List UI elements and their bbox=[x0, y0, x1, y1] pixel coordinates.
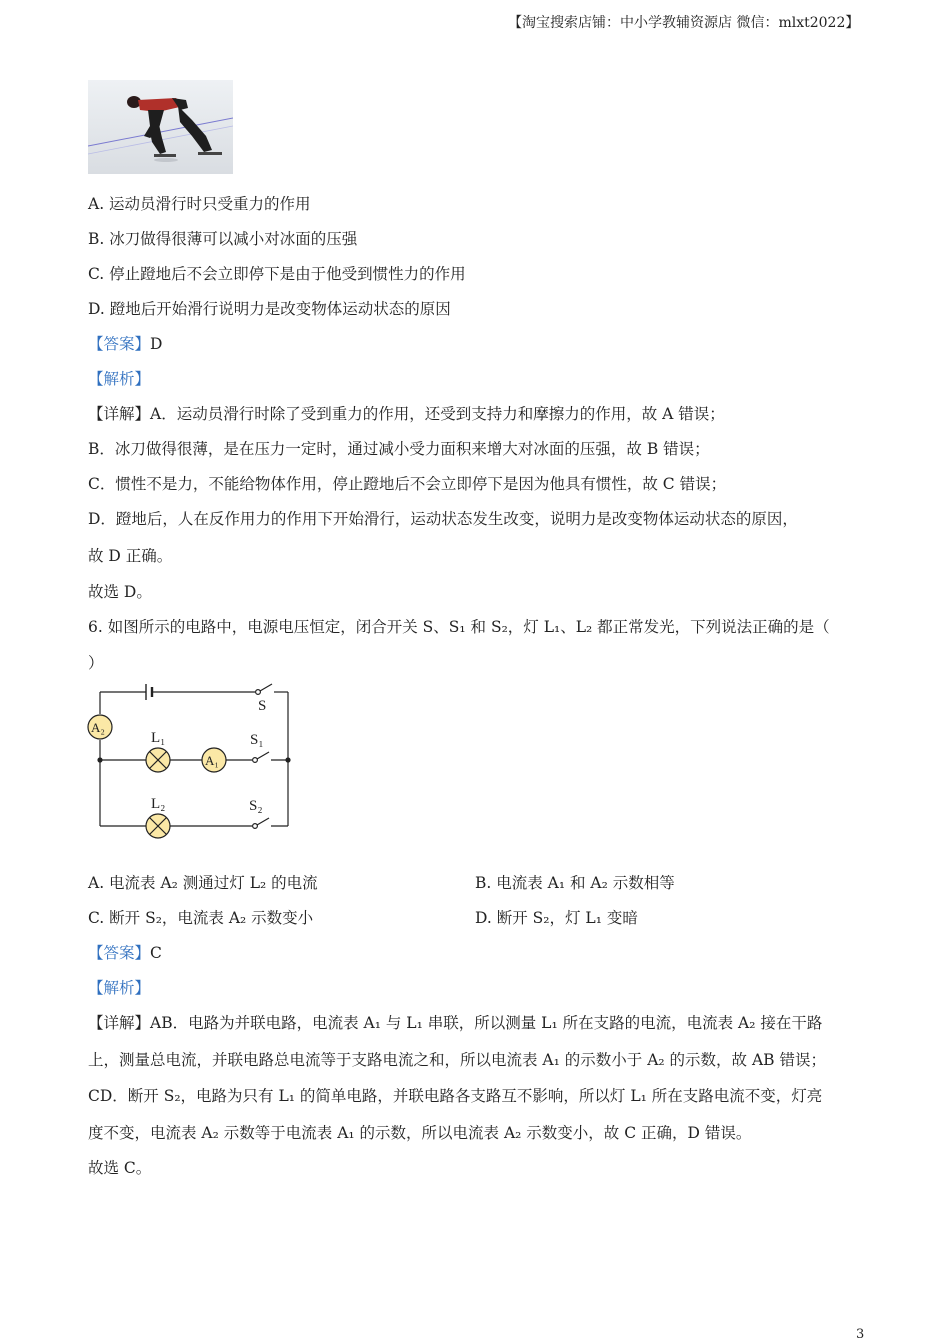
q6-stem-line1: 6. 如图所示的电路中，电源电压恒定，闭合开关 S、S₁ 和 S₂，灯 L₁、L₂ 都正常发光，下列说法正确的是（ bbox=[88, 618, 830, 636]
switch-s-label: S bbox=[258, 698, 267, 714]
ammeter-a2-label: A₂ bbox=[91, 720, 105, 735]
q5-answer-line bbox=[88, 332, 162, 354]
answer-label: 【答案】 bbox=[88, 944, 151, 962]
skater-photo bbox=[88, 80, 233, 174]
page-number: 3 bbox=[856, 1327, 865, 1342]
lamp-l2-icon bbox=[146, 814, 170, 838]
q6-option-d: D. 断开 S₂，灯 L₁ 变暗 bbox=[475, 909, 638, 927]
circuit-diagram bbox=[82, 680, 302, 840]
q5-option-d: D. 蹬地后开始滑行说明力是改变物体运动状态的原因 bbox=[88, 300, 451, 318]
q6-stem-line2: ） bbox=[88, 654, 104, 672]
q5-detail-c: C．惯性不是力，不能给物体作用，停止蹬地后不会立即停下是因为他具有惯性，故 C 错误； bbox=[88, 475, 727, 493]
q5-option-c: C. 停止蹬地后不会立即停下是由于他受到惯性力的作用 bbox=[88, 265, 466, 283]
page-header: 【淘宝搜索店铺：中小学教辅资源店 微信：mlxt2022】 bbox=[508, 15, 860, 31]
q6-detail-line1: 【详解】AB．电路为并联电路，电流表 A₁ 与 L₁ 串联，所以测量 L₁ 所在支路的电流，电流表 A₂ 接在干路 bbox=[88, 1014, 823, 1032]
switch-s2-label: S₂ bbox=[249, 798, 263, 814]
answer-label: 【答案】 bbox=[88, 335, 151, 353]
q5-conclusion: 故选 D。 bbox=[88, 583, 152, 601]
q6-option-b: B. 电流表 A₁ 和 A₂ 示数相等 bbox=[475, 874, 675, 892]
q5-option-a: A. 运动员滑行时只受重力的作用 bbox=[88, 195, 311, 213]
q6-detail-line3: CD．断开 S₂，电路为只有 L₁ 的简单电路，并联电路各支路互不影响，所以灯 L₁ 所在支路电流不变，灯亮 bbox=[88, 1087, 823, 1105]
q5-analysis-label: 【解析】 bbox=[88, 370, 151, 388]
ammeter-a1-label: A₁ bbox=[205, 753, 219, 768]
q6-option-c: C. 断开 S₂，电流表 A₂ 示数变小 bbox=[88, 909, 314, 927]
q6-analysis-label: 【解析】 bbox=[88, 979, 151, 997]
q6-detail-line4: 度不变，电流表 A₂ 示数等于电流表 A₁ 的示数，所以电流表 A₂ 示数变小，故 C 正确，D 错误。 bbox=[88, 1124, 752, 1142]
q6-option-a: A. 电流表 A₂ 测通过灯 L₂ 的电流 bbox=[88, 874, 318, 892]
lamp-l1-icon bbox=[146, 748, 170, 772]
q6-answer-line bbox=[88, 941, 162, 963]
q5-option-b: B. 冰刀做得很薄可以减小对冰面的压强 bbox=[88, 230, 358, 248]
q6-conclusion: 故选 C。 bbox=[88, 1159, 152, 1177]
switch-s1-label: S₁ bbox=[250, 732, 264, 748]
q5-detail-b: B．冰刀做得很薄，是在压力一定时，通过减小受力面积来增大对冰面的压强，故 B 错误； bbox=[88, 440, 710, 458]
q6-answer: C bbox=[150, 944, 162, 962]
lamp-l1-label: L₁ bbox=[151, 730, 166, 746]
detail-label: 【详解】 bbox=[88, 405, 151, 423]
q5-detail-d1: D．蹬地后，人在反作用力的作用下开始滑行，运动状态发生改变，说明力是改变物体运动状态的原因， bbox=[88, 510, 798, 528]
q5-detail-d2: 故 D 正确。 bbox=[88, 547, 173, 565]
q5-detail-a: 【详解】A．运动员滑行时除了受到重力的作用，还受到支持力和摩擦力的作用，故 A 错误； bbox=[88, 405, 725, 423]
detail-label: 【详解】 bbox=[88, 1014, 151, 1032]
q6-detail-line2: 上，测量总电流，并联电路总电流等于支路电流之和，所以电流表 A₁ 的示数小于 A₂ 的示数，故 AB 错误； bbox=[88, 1051, 826, 1069]
lamp-l2-label: L₂ bbox=[151, 796, 166, 812]
q5-answer: D bbox=[150, 335, 163, 353]
